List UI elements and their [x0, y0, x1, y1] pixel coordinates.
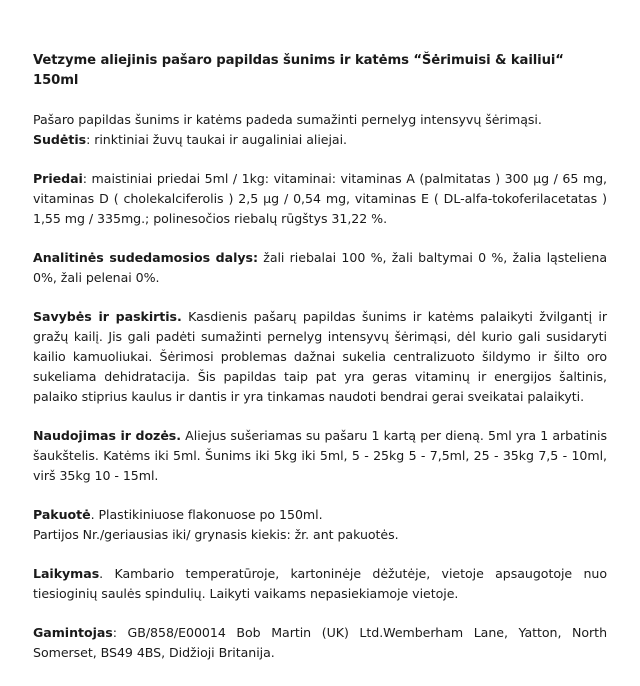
- storage-section: [33, 564, 607, 604]
- storage-text: . Kambario temperatūroje, kartoninėje dėžutėje, vietoje apsaugotoje nuo tiesioginių saulės spindulių. Laikyti vaikams nepasiekiamoje vietoje.: [33, 566, 607, 601]
- packaging-text: . Plastikiniuose flakonuose po 150ml.: [90, 507, 323, 522]
- packaging-section: [33, 505, 607, 545]
- intro-section: [33, 110, 607, 150]
- properties-text: Kasdienis pašarų papildas šunims ir katėms palaikyti žvilgantį ir gražų kailį. Jis gali padėti sumažinti pernelyg intensyvų šėrimąsi, dėl kurio gali susidaryti kailio kamuoliukai. Šėrimosi problemas dažnai sukelia centralizuoto šildymo ir šilto oro sukeliama dehidratacija. Šis papildas taip pat yra geras vitaminų ir energijos šaltinis, palaiko stiprius kaulus ir dantis ir yra tinkamas naudoti bendrai gerai sveikatai palaikyti.: [33, 309, 607, 404]
- manufacturer-section: [33, 623, 607, 663]
- intro-text: Pašaro papildas šunims ir katėms padeda sumažinti pernelyg intensyvų šėrimąsi.: [33, 112, 542, 127]
- additives-text: : maistiniai priedai 5ml / 1kg: vitaminai: vitaminas A (palmitatas ) 300 µg / 65 mg, vitaminas D ( cholekalciferolis ) 2,5 µg / 0,54 mg, vitaminas E ( DL-alfa-tokoferilacetatas ) 1,55 mg / 335mg.; polinesočios riebalų rūgštys 31,22 %.: [33, 171, 607, 226]
- properties-label: Savybės ir paskirtis.: [33, 309, 182, 324]
- additives-label: Priedai: [33, 171, 83, 186]
- manufacturer-text: : GB/858/E00014 Bob Martin (UK) Ltd.Wemberham Lane, Yatton, North Somerset, BS49 4BS, Didžioji Britanija.: [33, 625, 607, 660]
- packaging-label: Pakuotė: [33, 507, 91, 522]
- usage-section: [33, 426, 607, 486]
- composition-line: [33, 130, 607, 150]
- usage-text: Aliejus sušeriamas su pašaru 1 kartą per dieną. 5ml yra 1 arbatinis šaukštelis. Katėms iki 5ml. Šunims iki 5kg iki 5ml, 5 - 25kg 5 - 7,5ml, 25 - 35kg 7,5 - 10ml, virš 35kg 10 - 15ml.: [33, 428, 607, 483]
- manufacturer-label: Gamintojas: [33, 625, 113, 640]
- product-title: Vetzyme aliejinis pašaro papildas šunims ir katėms “Šėrimuisi & kailiui“ 150ml: [33, 53, 564, 88]
- batch-info-line: Partijos Nr./geriausias iki/ grynasis kiekis: žr. ant pakuotės.: [33, 527, 399, 542]
- storage-label: Laikymas: [33, 566, 100, 581]
- packaging-line: [33, 505, 607, 525]
- composition-text: : rinktiniai žuvų taukai ir augaliniai aliejai.: [86, 132, 347, 147]
- usage-label: Naudojimas ir dozės.: [33, 428, 181, 443]
- analytical-text: žali riebalai 100 %, žali baltymai 0 %, žalia ląsteliena 0%, žali pelenai 0%.: [33, 250, 608, 285]
- composition-label: Sudėtis: [33, 132, 87, 147]
- analytical-section: [33, 248, 607, 288]
- additives-section: [33, 169, 607, 229]
- analytical-label: Analitinės sudedamosios dalys:: [33, 250, 258, 265]
- properties-section: [33, 307, 607, 407]
